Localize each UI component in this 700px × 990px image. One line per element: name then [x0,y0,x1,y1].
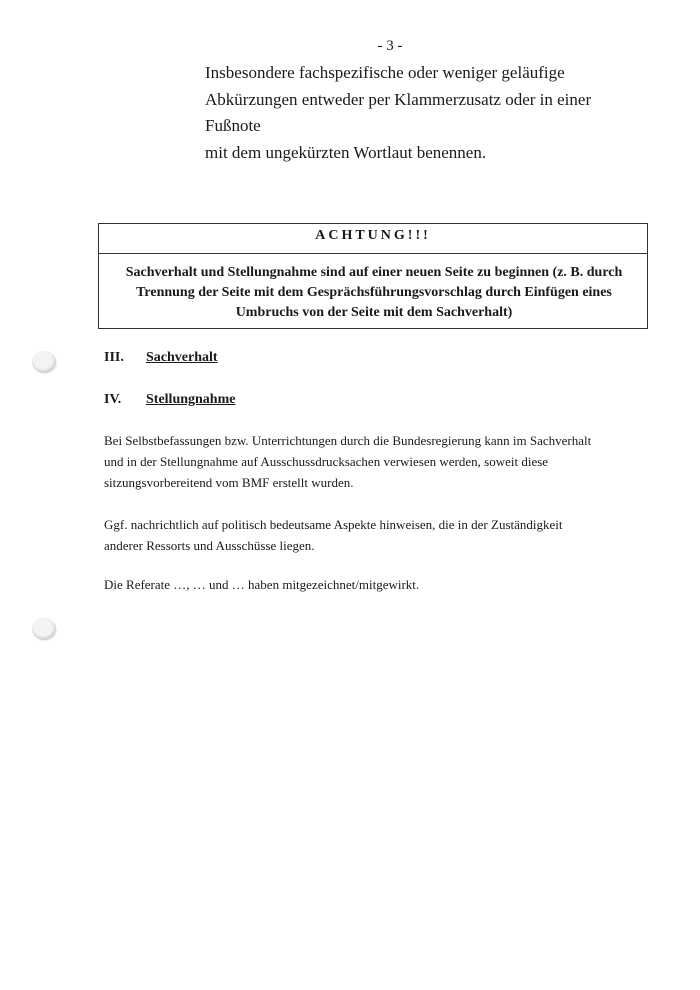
paragraph-line: sitzungsvorbereitend vom BMF erstellt wurden. [104,475,354,490]
punch-hole-icon [32,618,56,640]
section-heading-sachverhalt [104,350,218,366]
body-paragraph [104,514,664,556]
paragraph-line: Ggf. nachrichtlich auf politisch bedeutsame Aspekte hinweisen, die in der Zuständigkeit [104,517,563,532]
paragraph-line: anderer Ressorts und Ausschüsse liegen. [104,538,315,553]
section-number: III. [104,350,124,365]
warning-line: Trennung der Seite mit dem Gesprächsführungsvorschlag durch Einfügen eines [136,285,612,300]
warning-divider [99,253,647,254]
warning-title: ACHTUNG!!! [315,228,431,243]
section-title: Sachverhalt [146,350,218,365]
warning-text [105,263,643,323]
page-number: - 3 - [377,38,403,54]
paragraph-line: und in der Stellungnahme auf Ausschussdrucksachen verwiesen werden, soweit diese [104,454,549,469]
section-heading-stellungnahme [104,392,235,408]
intro-paragraph [205,60,645,166]
paragraph-line: Bei Selbstbefassungen bzw. Unterrichtungen durch die Bundesregierung kann im Sachverhalt [104,433,592,448]
punch-hole-icon [32,351,56,373]
intro-line: mit dem ungekürzten Wortlaut benennen. [205,142,487,162]
section-title: Stellungnahme [146,392,236,407]
paragraph-line: Die Referate …, … und … haben mitgezeichnet/mitgewirkt. [104,577,420,592]
body-paragraph [104,574,664,595]
body-paragraph [104,430,664,493]
warning-line: Sachverhalt und Stellungnahme sind auf einer neuen Seite zu beginnen (z. B. durch [125,265,623,280]
warning-box [98,223,648,329]
intro-line: Insbesondere fachspezifische oder weniger geläufige [205,63,565,82]
warning-line: Umbruchs von der Seite mit dem Sachverhalt) [235,305,513,320]
section-number: IV. [104,392,122,407]
intro-line: Abkürzungen entweder per Klammerzusatz oder in einer Fußnote [205,89,592,135]
